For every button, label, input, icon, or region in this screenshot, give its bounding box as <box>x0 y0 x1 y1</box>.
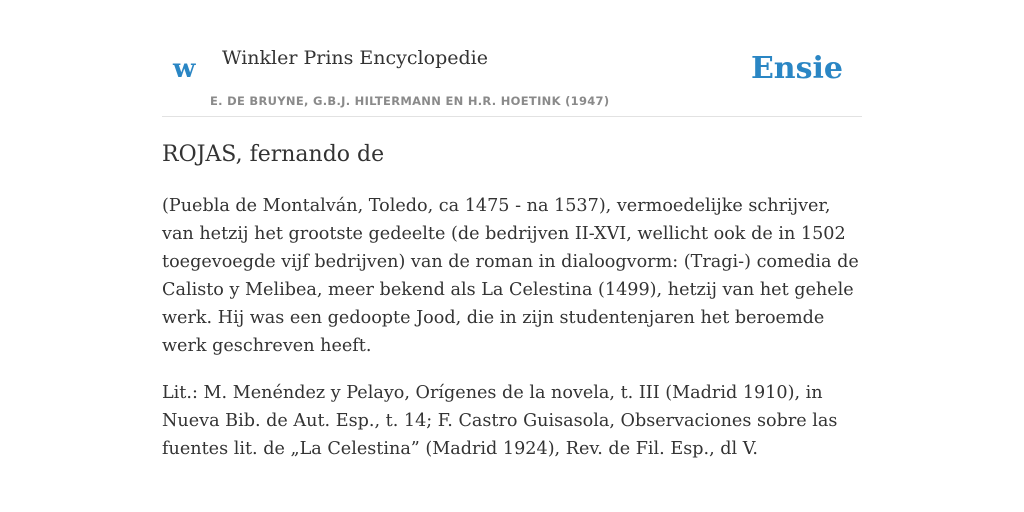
entry-paragraph-body: (Puebla de Montalván, Toledo, ca 1475 - na 1537), vermoedelijke schrijver, van hetzij het grootste gedeelte (de bedrijven II-XVI, wellicht ook de in 1502 toegevoegde vijf bedrijven) van de roman in dialoogvorm: (Tragi-) comedia de Calisto y Melibea, meer bekend als La Celestina (1499), hetzij van het gehele werk. Hij was een gedoopte Jood, die in zijn studentenjaren het beroemde werk geschreven heeft. <box>162 196 859 356</box>
ensie-brand-link[interactable]: Ensie <box>750 51 843 86</box>
winkler-prins-logo-icon[interactable]: w <box>173 54 196 84</box>
page-container <box>162 0 862 459</box>
site-title-link[interactable]: Winkler Prins Encyclopedie <box>222 47 488 69</box>
authors-byline: E. DE BRUYNE, G.B.J. HILTERMANN EN H.R. HOETINK (1947) <box>210 94 610 108</box>
entry-paragraph-literature: Lit.: M. Menéndez y Pelayo, Orígenes de la novela, t. III (Madrid 1910), in Nueva Bib. de Aut. Esp., t. 14; F. Castro Guisasola, Observaciones sobre las fuentes lit. de „La Celestina” (Madrid 1924), Rev. de Fil. Esp., dl V. <box>162 383 838 459</box>
entry-title: ROJAS, fernando de <box>162 142 385 167</box>
site-header <box>162 0 862 117</box>
